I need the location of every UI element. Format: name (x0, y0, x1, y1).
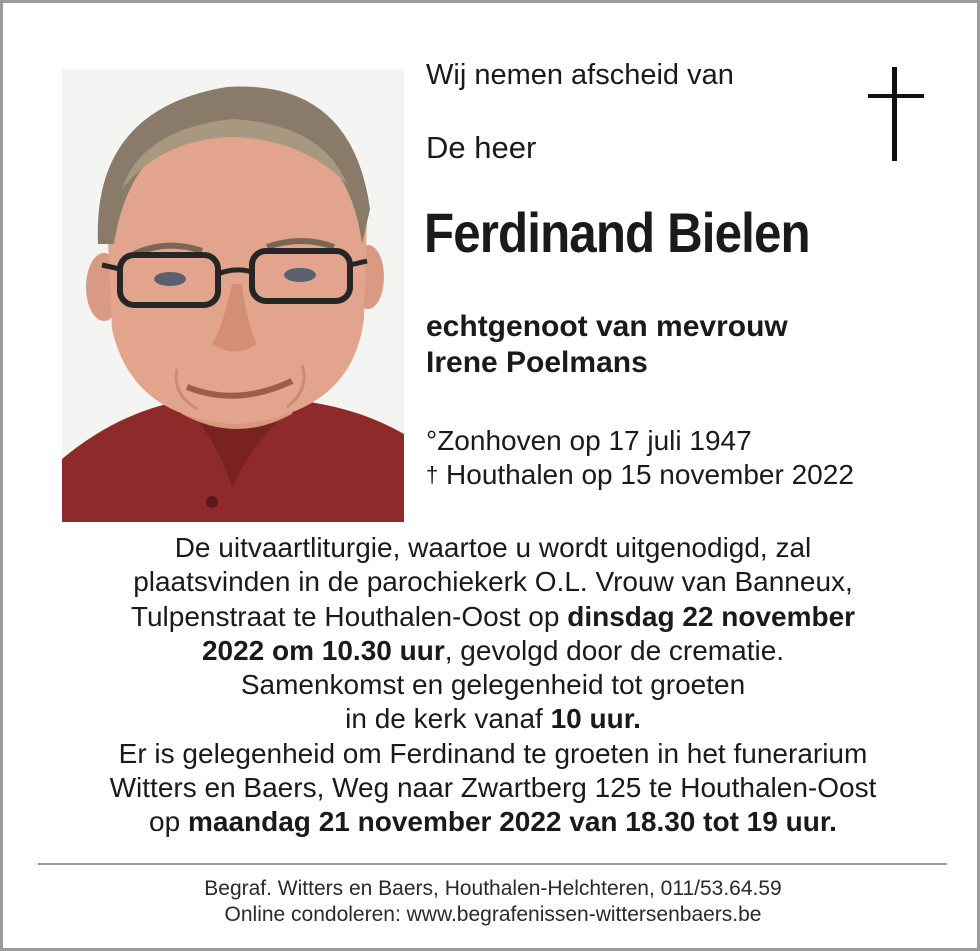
cross-icon (868, 67, 924, 161)
ceremony-line: plaatsvinden in de parochiekerk O.L. Vrouw van Banneux, (133, 566, 853, 598)
death-text: Houthalen op 15 november 2022 (438, 459, 854, 490)
intro-text: Wij nemen afscheid van (426, 59, 734, 91)
deceased-name: Ferdinand Bielen (424, 201, 810, 264)
ceremony-line (23, 600, 963, 634)
ceremony-text: , gevolgd door de crematie. (444, 634, 785, 666)
divider (38, 863, 947, 865)
spouse-line-2: Irene Poelmans (426, 346, 648, 379)
honorific: De heer (426, 130, 537, 165)
gathering-time: 10 uur. (550, 703, 641, 735)
ceremony-line (23, 634, 963, 668)
ceremony-date: dinsdag 22 november (567, 600, 856, 632)
ceremony-details (23, 531, 963, 840)
ceremony-line (23, 805, 963, 839)
life-dates (426, 424, 854, 492)
spouse-line-1: echtgenoot van mevrouw (426, 310, 788, 343)
footer (23, 876, 963, 928)
portrait-photo (62, 69, 404, 522)
funeral-home-info: Begraf. Witters en Baers, Houthalen-Helchteren, 011/53.64.59 (204, 877, 782, 900)
ceremony-text: Tulpenstraat te Houthalen-Oost op (130, 600, 568, 632)
ceremony-line: Er is gelegenheid om Ferdinand te groeten in het funerarium (118, 737, 868, 769)
spouse-info (426, 309, 788, 381)
visitation-time: maandag 21 november 2022 van 18.30 tot 19 uur. (187, 806, 837, 838)
condolence-link[interactable]: Online condoleren: www.begrafenissen-wittersenbaers.be (224, 903, 762, 926)
dagger-icon: † (426, 462, 439, 487)
birth-line: °Zonhoven op 17 juli 1947 (426, 425, 752, 456)
ceremony-time: 2022 om 10.30 uur (201, 634, 445, 666)
ceremony-text: in de kerk vanaf (345, 703, 551, 735)
ceremony-line: De uitvaartliturgie, waartoe u wordt uitgenodigd, zal (174, 532, 812, 563)
death-line (426, 458, 854, 492)
portrait-illustration (62, 69, 404, 522)
ceremony-line (23, 702, 963, 736)
ceremony-line: Samenkomst en gelegenheid tot groeten (240, 669, 746, 701)
ceremony-line: Witters en Baers, Weg naar Zwartberg 125 te Houthalen-Oost (109, 772, 877, 804)
ceremony-text: op (149, 806, 188, 838)
